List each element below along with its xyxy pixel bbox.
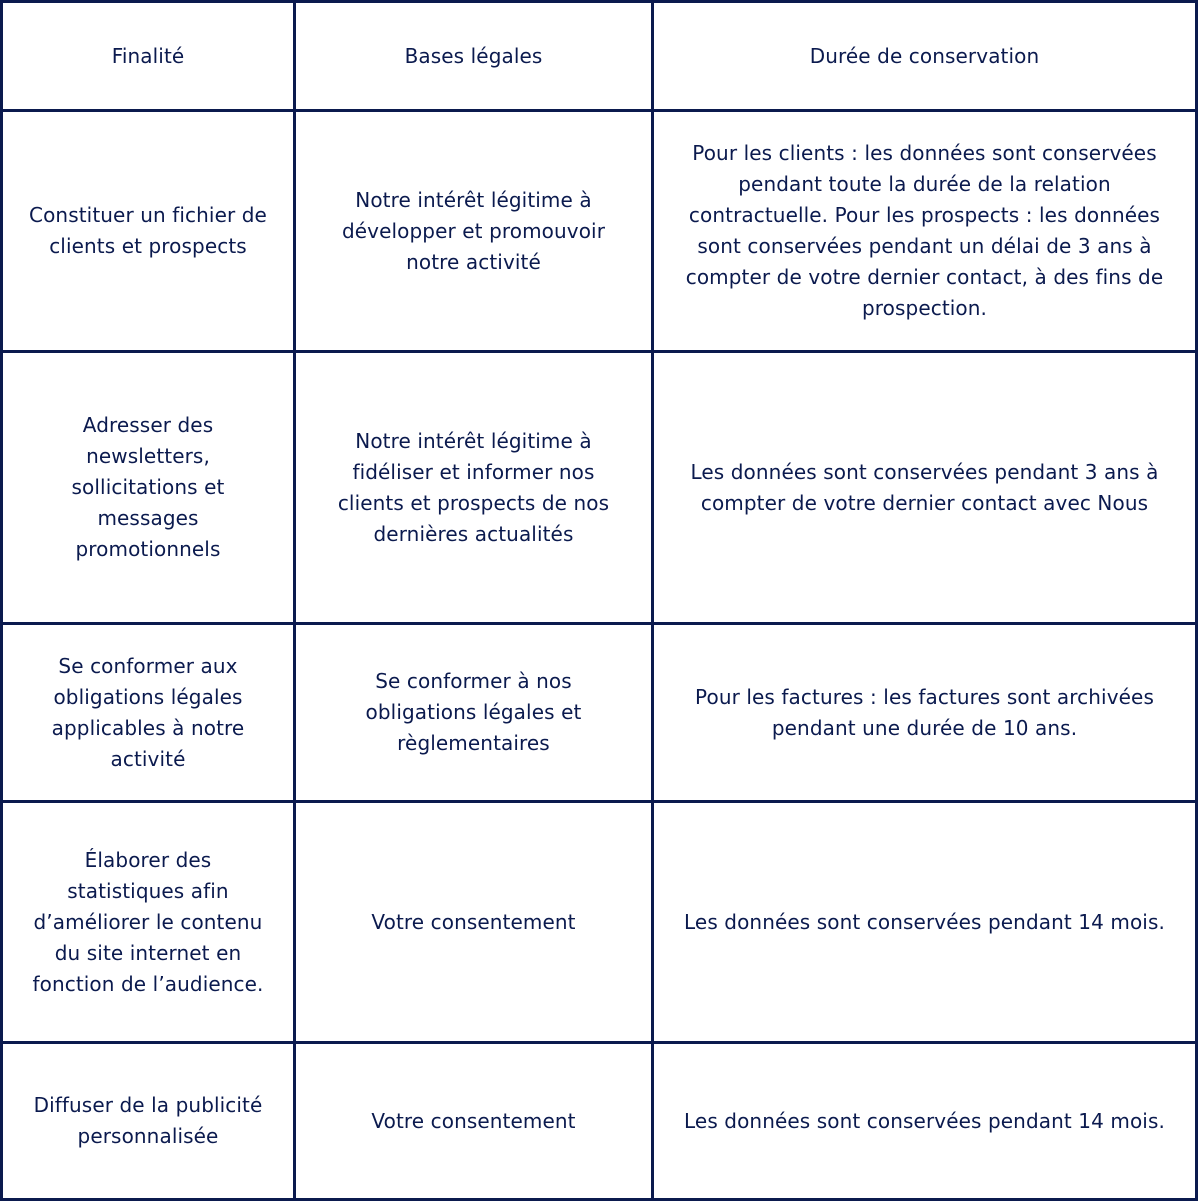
table-row [2,802,1197,1043]
cell-retention: Pour les clients : les données sont conservées pendant toute la durée de la relation contractuelle. Pour les prospects : les données sont conservées pendant un délai de 3 ans à compter de votre dernier contact, à des fins de prospection. [653,111,1197,352]
table-row [2,1043,1197,1200]
cell-retention: Les données sont conservées pendant 14 mois. [653,802,1197,1043]
table-row [2,624,1197,802]
cell-legal-basis: Votre consentement [295,1043,653,1200]
cell-purpose: Adresser des newsletters, sollicitations et messages promotionnels [2,352,295,624]
cell-purpose: Constituer un fichier de clients et prospects [2,111,295,352]
header-legal-basis: Bases légales [295,2,653,111]
table-row [2,111,1197,352]
cell-legal-basis: Notre intérêt légitime à fidéliser et informer nos clients et prospects de nos dernières actualités [295,352,653,624]
cell-purpose: Diffuser de la publicité personnalisée [2,1043,295,1200]
header-retention: Durée de conservation [653,2,1197,111]
cell-legal-basis: Se conformer à nos obligations légales et règlementaires [295,624,653,802]
cell-retention: Les données sont conservées pendant 14 mois. [653,1043,1197,1200]
cell-purpose: Se conformer aux obligations légales applicables à notre activité [2,624,295,802]
table-row [2,352,1197,624]
cell-purpose: Élaborer des statistiques afin d’améliorer le contenu du site internet en fonction de l’audience. [2,802,295,1043]
table-header-row [2,2,1197,111]
cell-retention: Pour les factures : les factures sont archivées pendant une durée de 10 ans. [653,624,1197,802]
header-purpose: Finalité [2,2,295,111]
cell-legal-basis: Votre consentement [295,802,653,1043]
cell-retention: Les données sont conservées pendant 3 ans à compter de votre dernier contact avec Nous [653,352,1197,624]
cell-legal-basis: Notre intérêt légitime à développer et promouvoir notre activité [295,111,653,352]
